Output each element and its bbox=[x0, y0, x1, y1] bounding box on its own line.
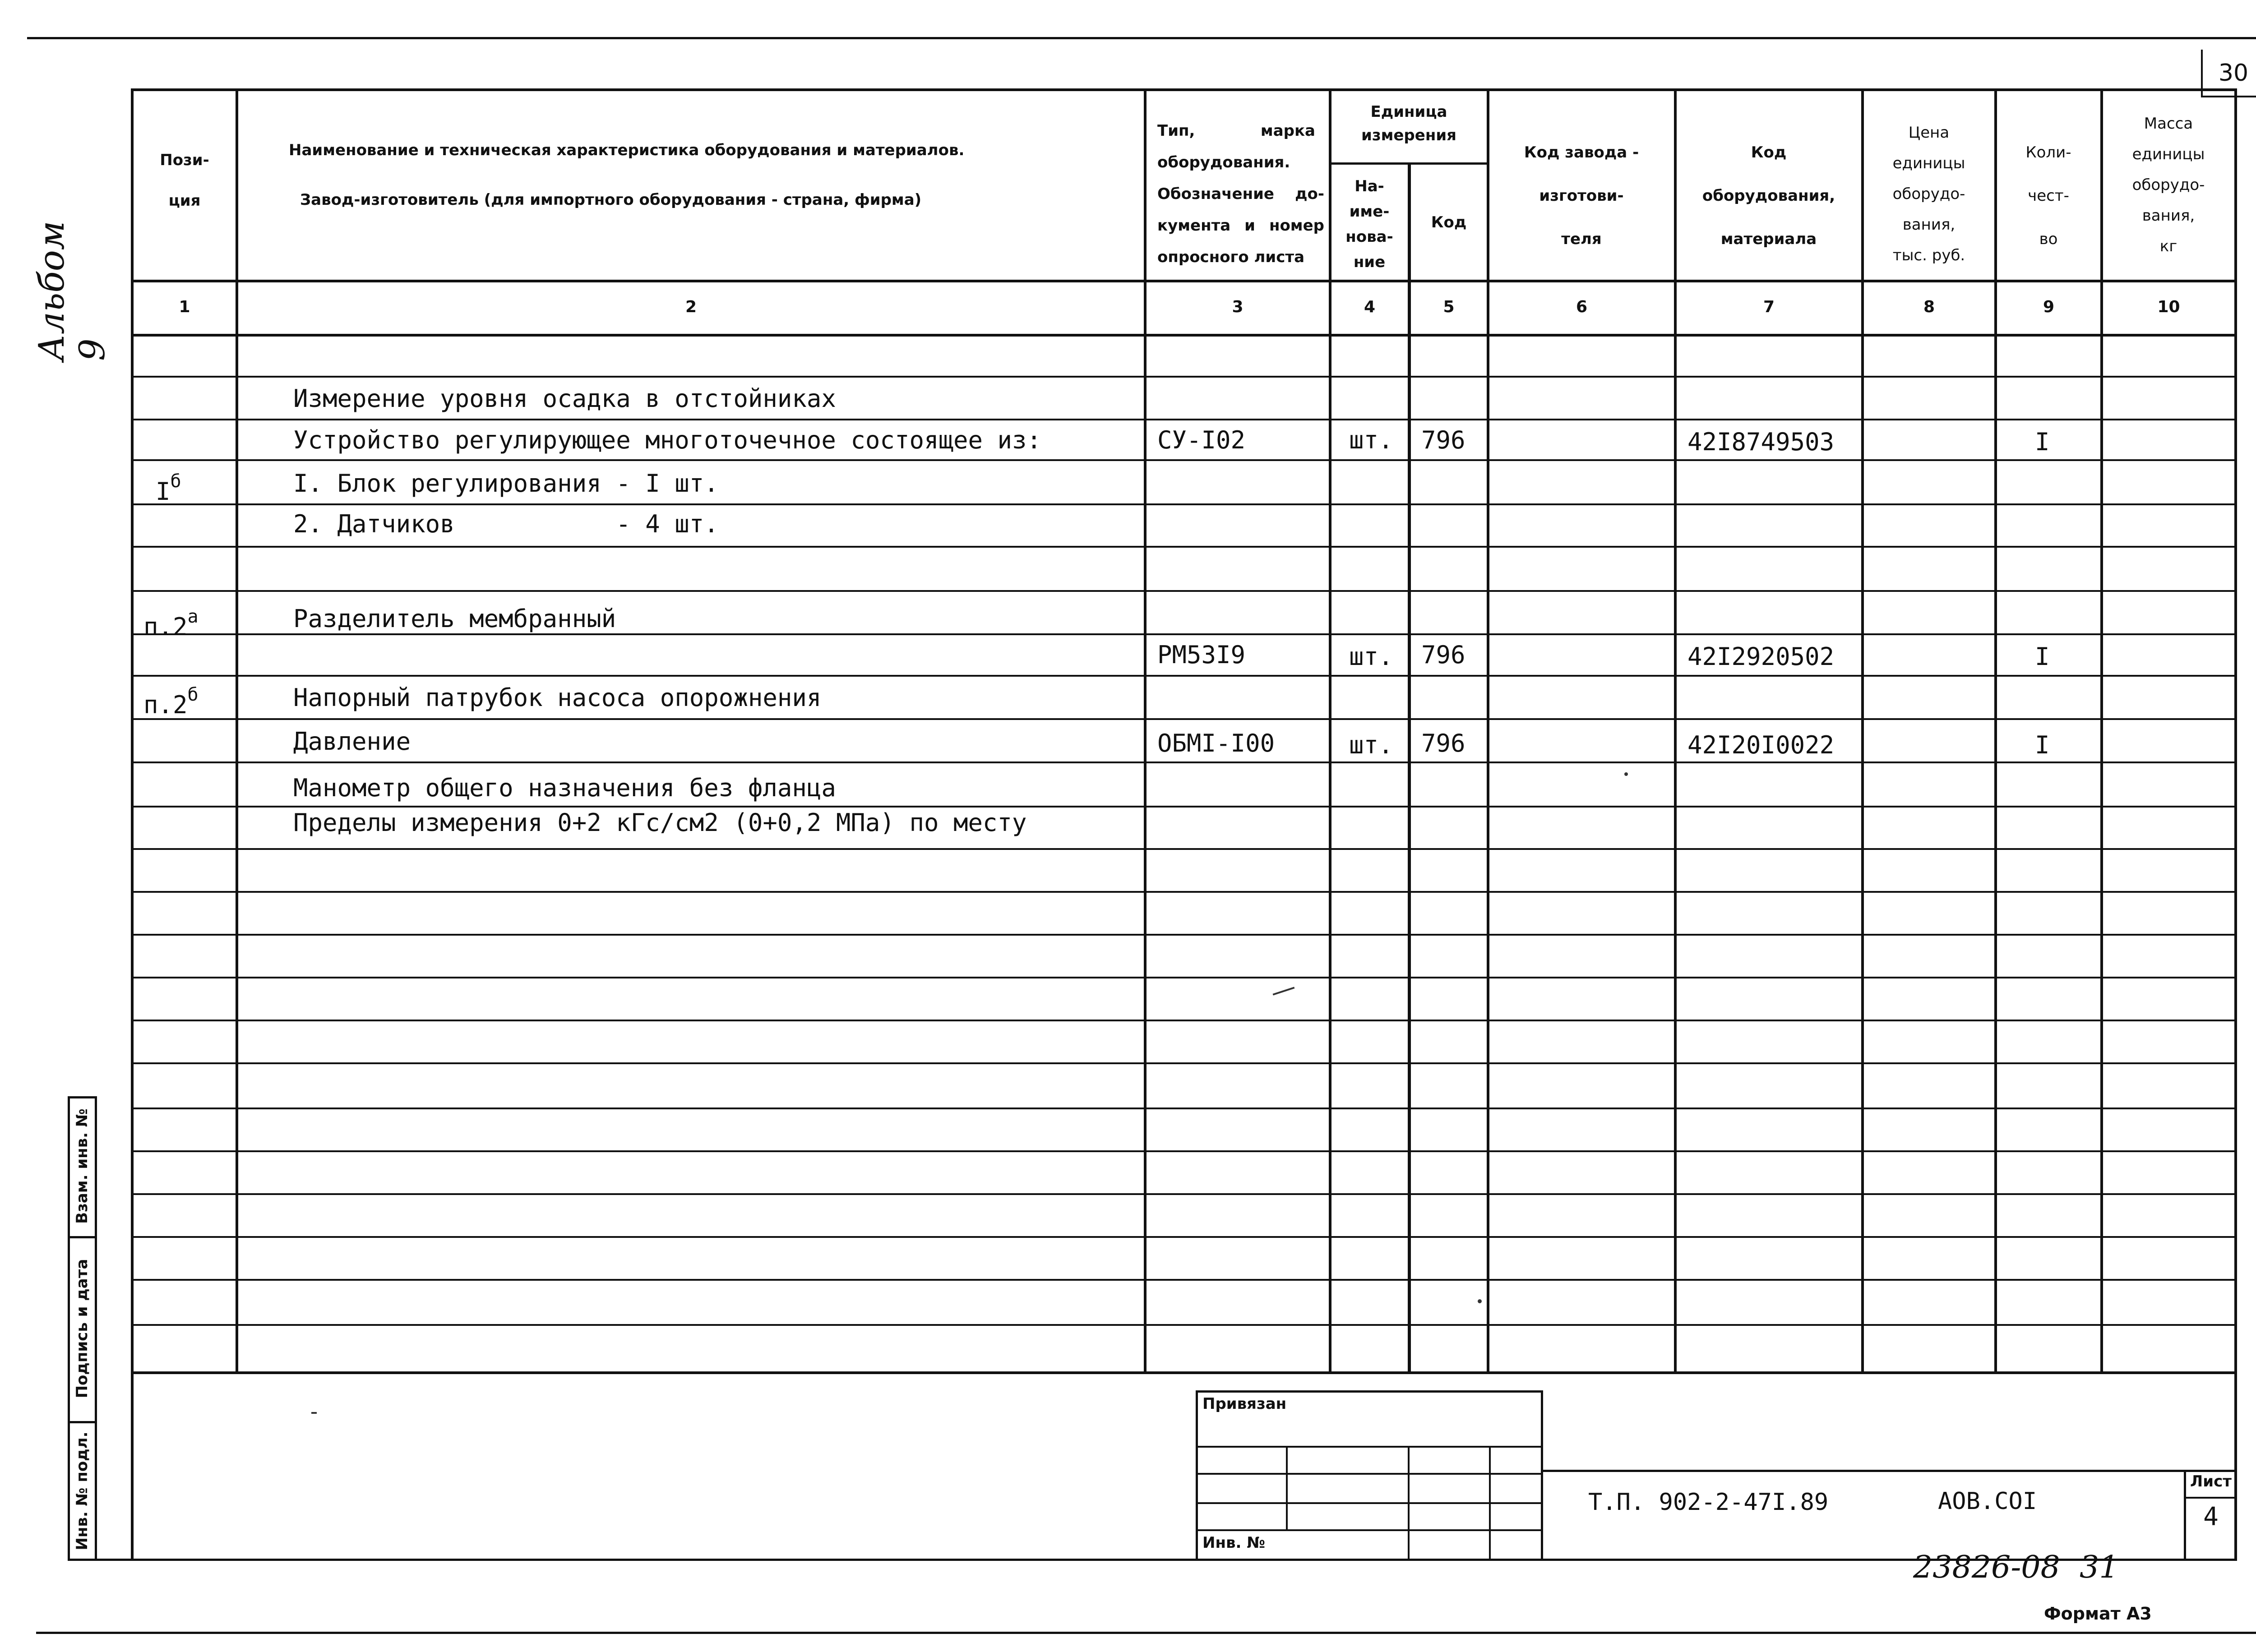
row-3-name: I. Блок регулирования - I шт. bbox=[293, 469, 719, 498]
row-8-qty: I bbox=[2035, 731, 2050, 759]
row-2-code: 796 bbox=[1421, 426, 1465, 454]
row-1-name: Измерение уровня осадка в отстойниках bbox=[293, 384, 836, 413]
row-6-code: 796 bbox=[1421, 641, 1465, 669]
row-7-name: Напорный патрубок насоса опорожнения bbox=[293, 683, 822, 712]
row-2-equip-code: 42I8749503 bbox=[1687, 428, 1835, 456]
row-2-name: Устройство регулирующее многоточечное состоящее из: bbox=[293, 426, 1042, 454]
row-line bbox=[131, 546, 2237, 548]
row-8-type: ОБМI-I00 bbox=[1157, 729, 1275, 757]
stray-dot bbox=[1478, 1299, 1482, 1303]
header-col10: Масса единицы оборудо- вания, кг bbox=[2132, 115, 2205, 255]
row-line bbox=[131, 806, 2237, 808]
col-number-9: 9 bbox=[2043, 298, 2055, 316]
col-divider-7 bbox=[1861, 88, 1864, 1374]
row-10-name: Пределы измерения 0+2 кГс/см2 (0+0,2 МПа) по месту bbox=[293, 808, 1027, 837]
privyazan-line4 bbox=[1196, 1529, 1543, 1531]
row-line bbox=[131, 848, 2237, 850]
row-line bbox=[131, 1107, 2237, 1109]
row-line bbox=[131, 718, 2237, 720]
privyazan-right bbox=[1541, 1390, 1543, 1561]
sheet-box-left bbox=[2184, 1470, 2186, 1561]
privyazan-col1 bbox=[1286, 1446, 1288, 1529]
side-strip-left bbox=[68, 1096, 70, 1561]
side-strip-mid bbox=[95, 1096, 97, 1561]
top-border bbox=[27, 37, 2256, 39]
row-line bbox=[131, 675, 2237, 677]
doc-code: Т.П. 902-2-47I.89 bbox=[1588, 1489, 1829, 1516]
row-line bbox=[131, 934, 2237, 936]
row-8-code: 796 bbox=[1421, 729, 1465, 757]
privyazan-col3 bbox=[1489, 1446, 1491, 1561]
header-col2-line1: Наименование и техническая характеристика оборудования и материалов. bbox=[289, 141, 965, 159]
row-line bbox=[131, 633, 2237, 635]
col-divider-8 bbox=[1994, 88, 1997, 1374]
title-block-top bbox=[1543, 1470, 2237, 1472]
sheet-box-mid bbox=[2184, 1497, 2237, 1499]
row-line bbox=[131, 459, 2237, 461]
header-bottom-line bbox=[131, 280, 2237, 282]
format-label: Формат А3 bbox=[2044, 1604, 2152, 1624]
row-line bbox=[131, 761, 2237, 763]
table-top-line bbox=[131, 88, 2236, 91]
privyazan-line2 bbox=[1196, 1473, 1543, 1475]
row-line bbox=[131, 1062, 2237, 1064]
header-col2-line2: Завод-изготовитель (для импортного оборудования - страна, фирма) bbox=[300, 191, 922, 209]
row-6-equip-code: 42I2920502 bbox=[1687, 642, 1835, 671]
page-number-box-bottom bbox=[2201, 96, 2256, 97]
header-col1: Пози- ция bbox=[160, 151, 209, 210]
privyazan-line1 bbox=[1196, 1446, 1543, 1448]
row-line bbox=[131, 376, 2237, 378]
bottom-border bbox=[36, 1632, 2256, 1634]
header-col9: Коли- чест- во bbox=[2025, 143, 2071, 248]
col-divider-1 bbox=[236, 88, 238, 1374]
side-label-inv: Инв. № подл. bbox=[73, 1431, 91, 1550]
row-line bbox=[131, 1236, 2237, 1238]
col-number-5: 5 bbox=[1443, 298, 1455, 316]
row-line bbox=[131, 590, 2237, 592]
col-number-1: 1 bbox=[179, 298, 190, 316]
stray-mark bbox=[1273, 987, 1295, 995]
row-line bbox=[131, 1279, 2237, 1281]
row-line bbox=[131, 1193, 2237, 1195]
privyazan-left bbox=[1196, 1390, 1198, 1561]
row-8-equip-code: 42I20I0022 bbox=[1687, 731, 1835, 759]
unit-group-line bbox=[1329, 162, 1489, 165]
album-label: Альбом 9 bbox=[32, 221, 113, 361]
col-divider-3 bbox=[1329, 88, 1331, 1374]
table-bottom-line bbox=[131, 1371, 2237, 1374]
col-number-7: 7 bbox=[1763, 298, 1775, 316]
row-line bbox=[131, 1150, 2237, 1152]
sheet-label: Лист bbox=[2190, 1472, 2232, 1490]
col-divider-9 bbox=[2100, 88, 2103, 1374]
row-6-type: РМ53I9 bbox=[1157, 641, 1246, 669]
col-number-3: 3 bbox=[1232, 298, 1244, 316]
privyazan-label: Привязан bbox=[1202, 1395, 1287, 1413]
side-strip-right bbox=[131, 1371, 134, 1561]
row-4-name: 2. Датчиков - 4 шт. bbox=[293, 510, 719, 538]
row-line bbox=[131, 977, 2237, 978]
col-number-6: 6 bbox=[1576, 298, 1588, 316]
handwritten-number: 23826-08 31 bbox=[1913, 1550, 2119, 1585]
col-number-4: 4 bbox=[1364, 298, 1376, 316]
row-3-pos: $I^б$ bbox=[156, 471, 181, 506]
row-6-unit: шт. bbox=[1349, 642, 1393, 671]
row-6-qty: I bbox=[2035, 642, 2050, 671]
privyazan-top bbox=[1196, 1390, 1543, 1393]
row-line bbox=[131, 1324, 2237, 1326]
row-2-type: СУ-I02 bbox=[1157, 426, 1246, 454]
col-divider-2 bbox=[1144, 88, 1146, 1374]
row-9-name: Манометр общего назначения без фланца bbox=[293, 774, 836, 802]
row-2-unit: шт. bbox=[1349, 426, 1393, 454]
header-col4: На- име- нова- ние bbox=[1345, 177, 1393, 271]
header-col8: Цена единицы оборудо- вания, тыс. руб. bbox=[1892, 124, 1965, 264]
stray-dot bbox=[311, 1412, 317, 1414]
privyazan-line3 bbox=[1196, 1502, 1543, 1504]
row-line bbox=[131, 1020, 2237, 1021]
row-5-pos: $п.2^а$ bbox=[143, 606, 199, 641]
row-7-pos: $п.2^б$ bbox=[143, 684, 199, 719]
row-line bbox=[131, 891, 2237, 893]
privyazan-col2 bbox=[1408, 1446, 1410, 1561]
row-line bbox=[131, 419, 2237, 420]
stamp-right-tail bbox=[2234, 1371, 2237, 1561]
header-unit-group: Единица измерения bbox=[1361, 103, 1456, 144]
col-divider-5 bbox=[1487, 88, 1489, 1374]
col-divider-4 bbox=[1408, 162, 1411, 1371]
col-divider-6 bbox=[1674, 88, 1677, 1374]
row-8-name: Давление bbox=[293, 727, 411, 756]
row-2-qty: I bbox=[2035, 428, 2050, 456]
row-5-name: Разделитель мембранный bbox=[293, 605, 616, 633]
header-col6: Код завода - изготови- теля bbox=[1524, 143, 1639, 248]
col-number-8: 8 bbox=[1923, 298, 1935, 316]
page-number: 30 bbox=[2218, 60, 2249, 87]
row-line bbox=[131, 503, 2237, 505]
side-label-podpis: Подпись и дата bbox=[73, 1259, 91, 1398]
sheet-number: 4 bbox=[2203, 1502, 2219, 1532]
row-8-unit: шт. bbox=[1349, 731, 1393, 759]
header-col3: Тип, марка оборудования. Обозначение до- кумента и номер опросного листа bbox=[1157, 122, 1324, 266]
side-label-vzam: Взам. инв. № bbox=[73, 1108, 91, 1224]
col-number-10: 10 bbox=[2157, 298, 2180, 316]
header-col7: Код оборудования, материала bbox=[1702, 143, 1835, 248]
header-col5: Код bbox=[1431, 213, 1467, 231]
stray-dot bbox=[1624, 772, 1628, 776]
col-number-2: 2 bbox=[685, 298, 697, 316]
inv-no-label: Инв. № bbox=[1202, 1534, 1266, 1552]
doc-mark: АОВ.СОI bbox=[1938, 1488, 2037, 1515]
numbers-bottom-line bbox=[131, 334, 2237, 337]
